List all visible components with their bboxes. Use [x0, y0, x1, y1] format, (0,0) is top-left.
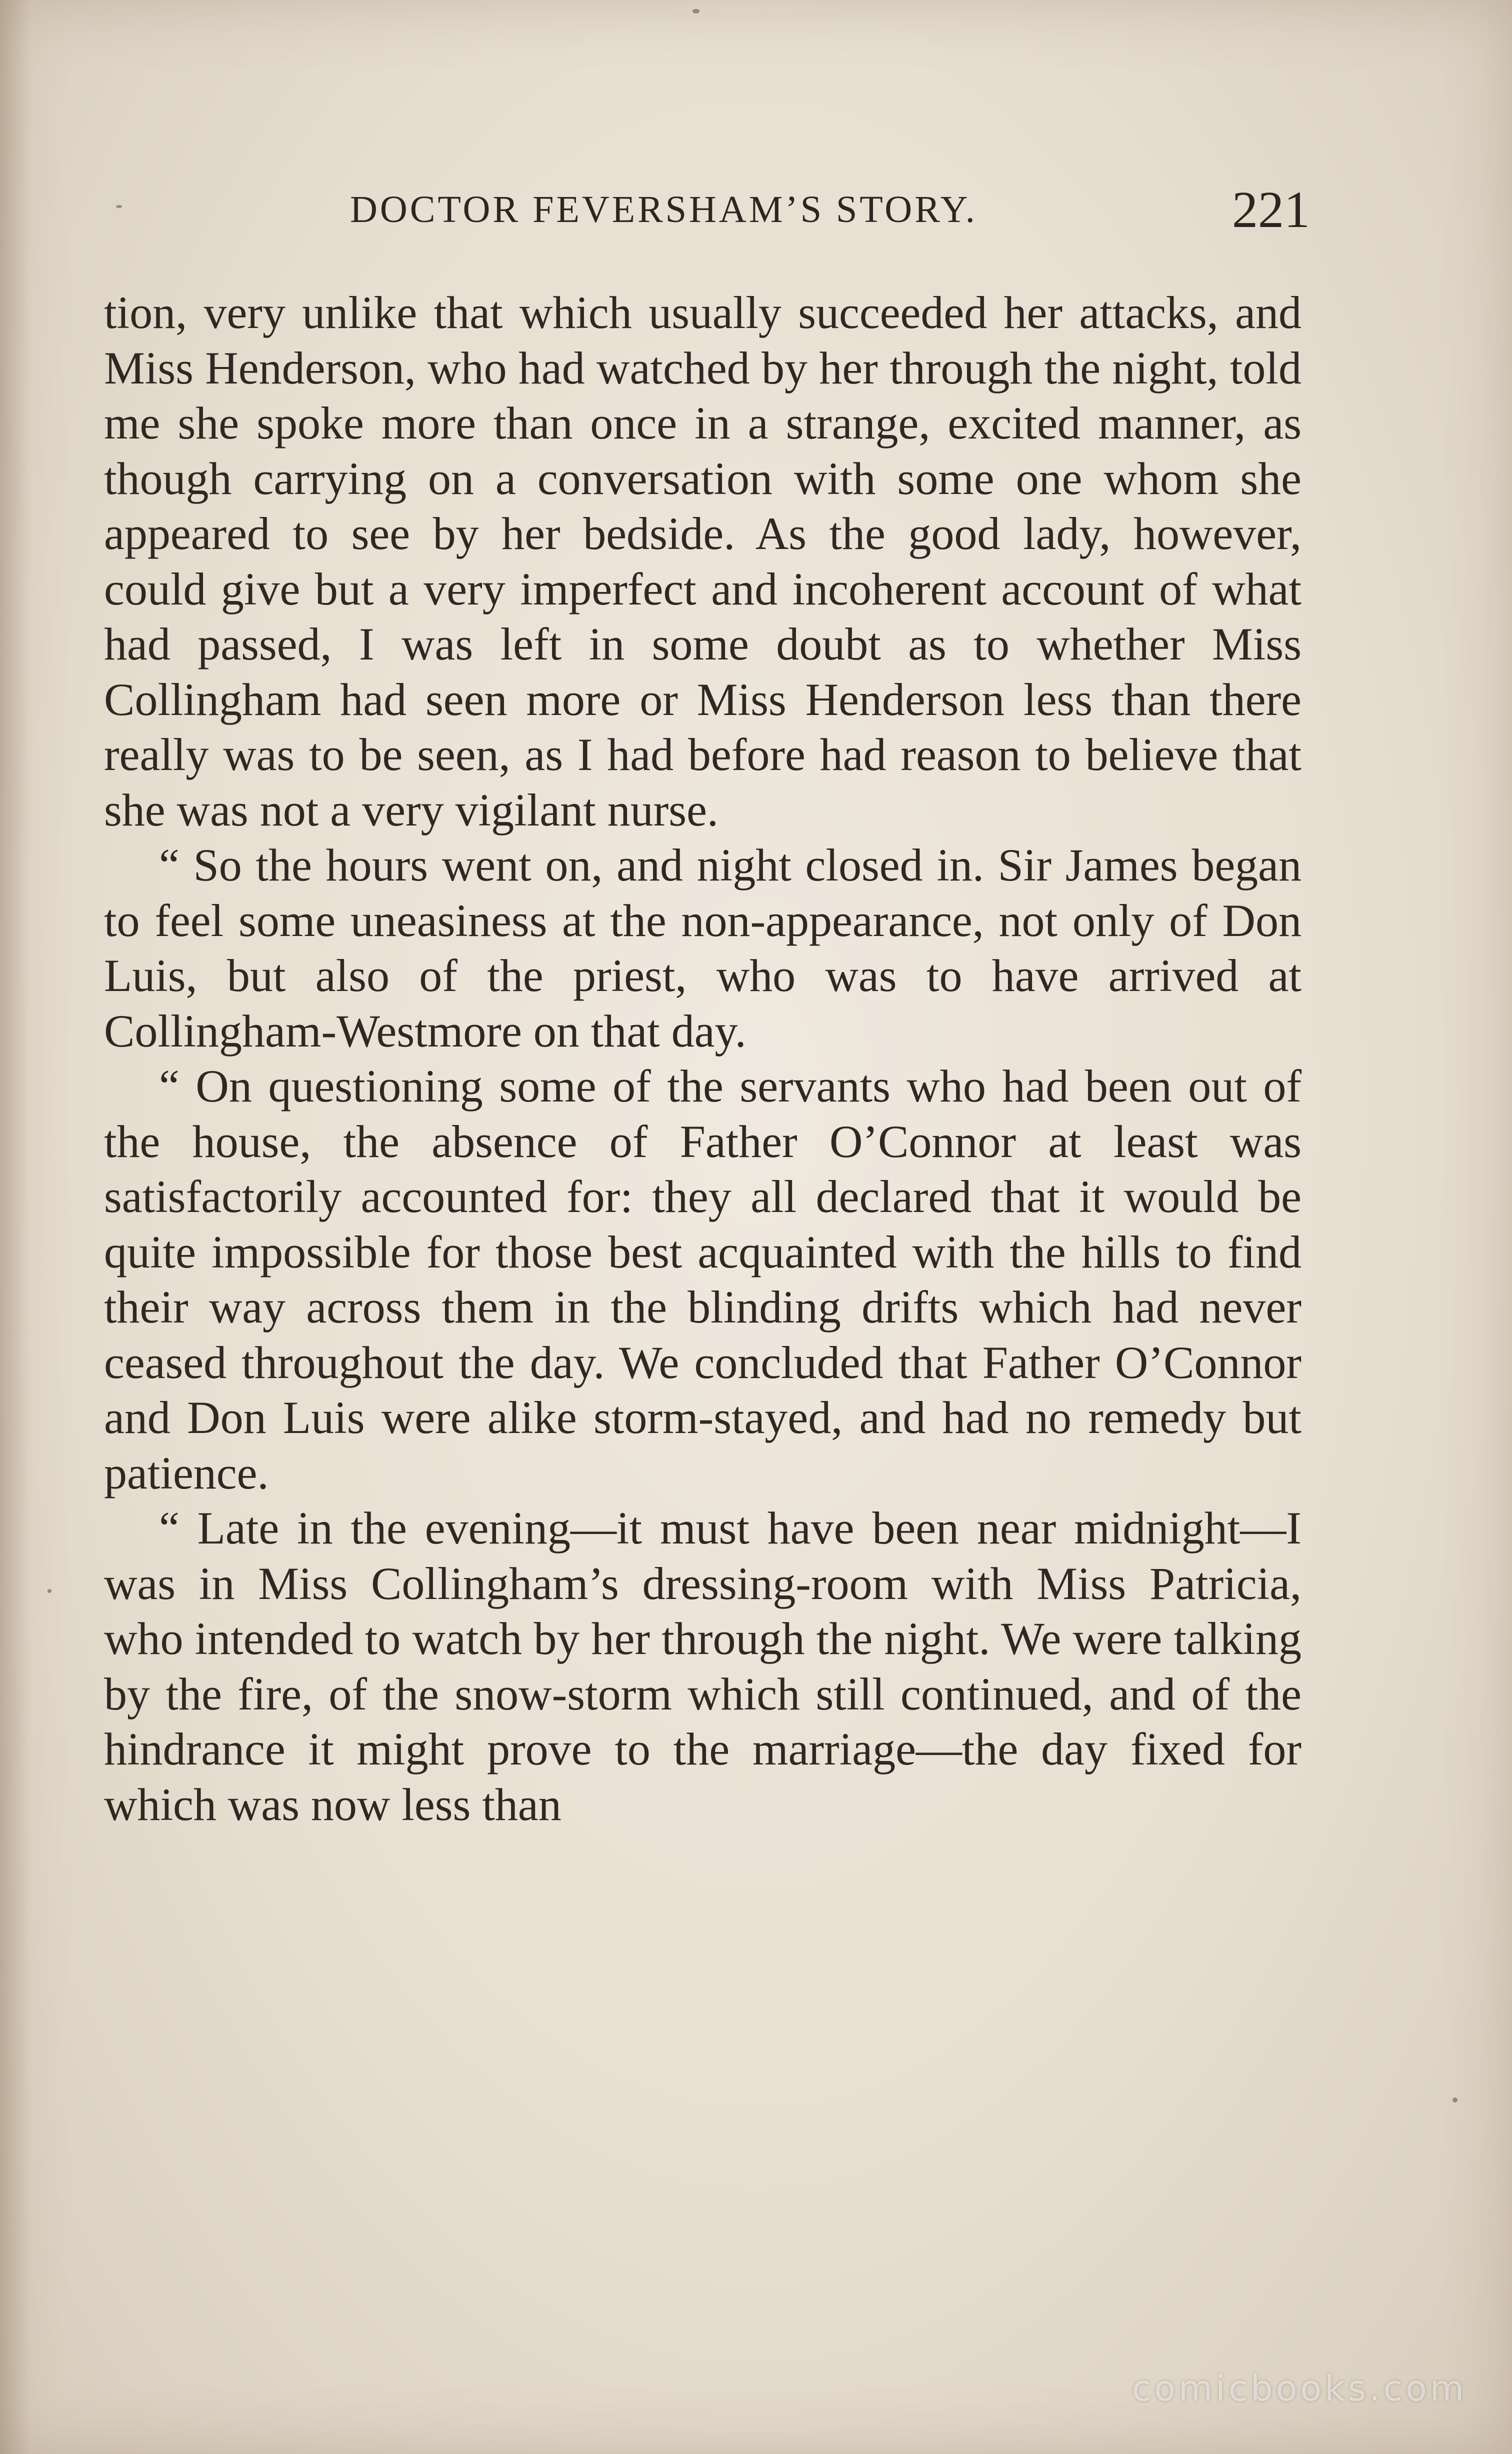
page-edge-shadow	[0, 0, 30, 2454]
paragraph-4: “ Late in the evening—it must have been near midnight—I was in Miss Collingham’s dressing-room with Miss Patricia, who intended to watch by her through the night. We were talking by the fire, of the snow-storm which still continued, and of the hindrance it might prove to the marriage—the day fixed for which was now less than	[104, 1502, 1302, 1830]
running-header	[105, 180, 1310, 238]
paper-speck	[692, 9, 700, 14]
page-number: 221	[1232, 181, 1310, 238]
paper-speck	[1452, 2098, 1458, 2102]
watermark: comicbooks.com	[1132, 2368, 1467, 2409]
paper-speck	[48, 1589, 52, 1593]
paragraph-2: “ So the hours went on, and night closed in. Sir James began to feel some uneasiness at the non-appearance, not only of Don Luis, but also of the priest, who was to have arrived at Collingham-Westmore on that day.	[104, 840, 1302, 1056]
page-body	[104, 285, 1302, 1832]
paragraph-1: tion, very unlike that which usually succeeded her attacks, and Miss Henderson, who had watched by her through the night, told me she spoke more than once in a strange, excited manner, as though carrying on a conversation with some one whom she appeared to see by her bedside. As the good lady, however, could give but a very imperfect and incoherent account of what had passed, I was left in some doubt as to whether Miss Collingham had seen more or Miss Henderson less than there really was to be seen, as I had before had reason to believe that she was not a very vigilant nurse.	[104, 287, 1302, 836]
paper-speck	[116, 205, 122, 208]
running-title: DOCTOR FEVERSHAM’S STORY.	[350, 188, 978, 230]
paragraph-3: “ On questioning some of the servants who had been out of the house, the absence of Father O’Connor at least was satisfactorily accounted for: they all declared that it would be quite impossible for those best acquainted with the hills to find their way across them in the blinding drifts which had never ceased throughout the day. We concluded that Father O’Connor and Don Luis were alike storm-stayed, and had no remedy but patience.	[104, 1060, 1302, 1498]
